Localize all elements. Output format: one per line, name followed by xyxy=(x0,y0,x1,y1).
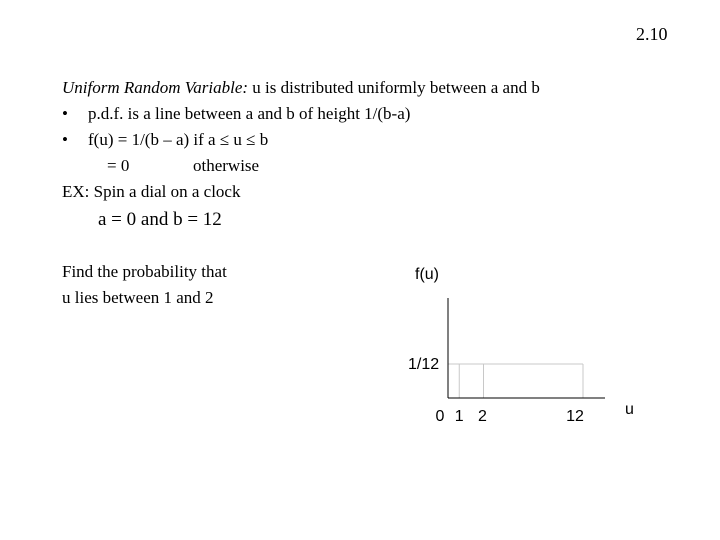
bullet-text-1: p.d.f. is a line between a and b of height 1/(b-a) xyxy=(88,104,411,123)
bullet-marker-2: • xyxy=(62,130,68,149)
y-axis-label: f(u) xyxy=(415,266,439,283)
x-tick-label: 12 xyxy=(566,408,584,425)
bullet-marker-1: • xyxy=(62,104,68,123)
otherwise-value: = 0 xyxy=(107,156,130,175)
example-line: EX: Spin a dial on a clock xyxy=(62,182,241,201)
height-label: 1/12 xyxy=(408,356,440,373)
page-number: 2.10 xyxy=(636,24,668,44)
question-line-1: Find the probability that xyxy=(62,262,227,281)
bullet-text-2: f(u) = 1/(b – a) if a ≤ u ≤ b xyxy=(88,130,269,149)
question-line-2: u lies between 1 and 2 xyxy=(62,288,214,307)
otherwise-word: otherwise xyxy=(193,156,260,175)
heading-rest: u is distributed uniformly between a and b xyxy=(248,78,540,97)
heading-italic: Uniform Random Variable: xyxy=(62,78,249,97)
x-tick-label: 2 xyxy=(478,408,487,425)
x-tick-label: 0 xyxy=(435,408,445,425)
x-axis-label: u xyxy=(625,401,634,418)
parameters-line: a = 0 and b = 12 xyxy=(98,209,222,230)
x-tick-label: 1 xyxy=(454,408,464,425)
